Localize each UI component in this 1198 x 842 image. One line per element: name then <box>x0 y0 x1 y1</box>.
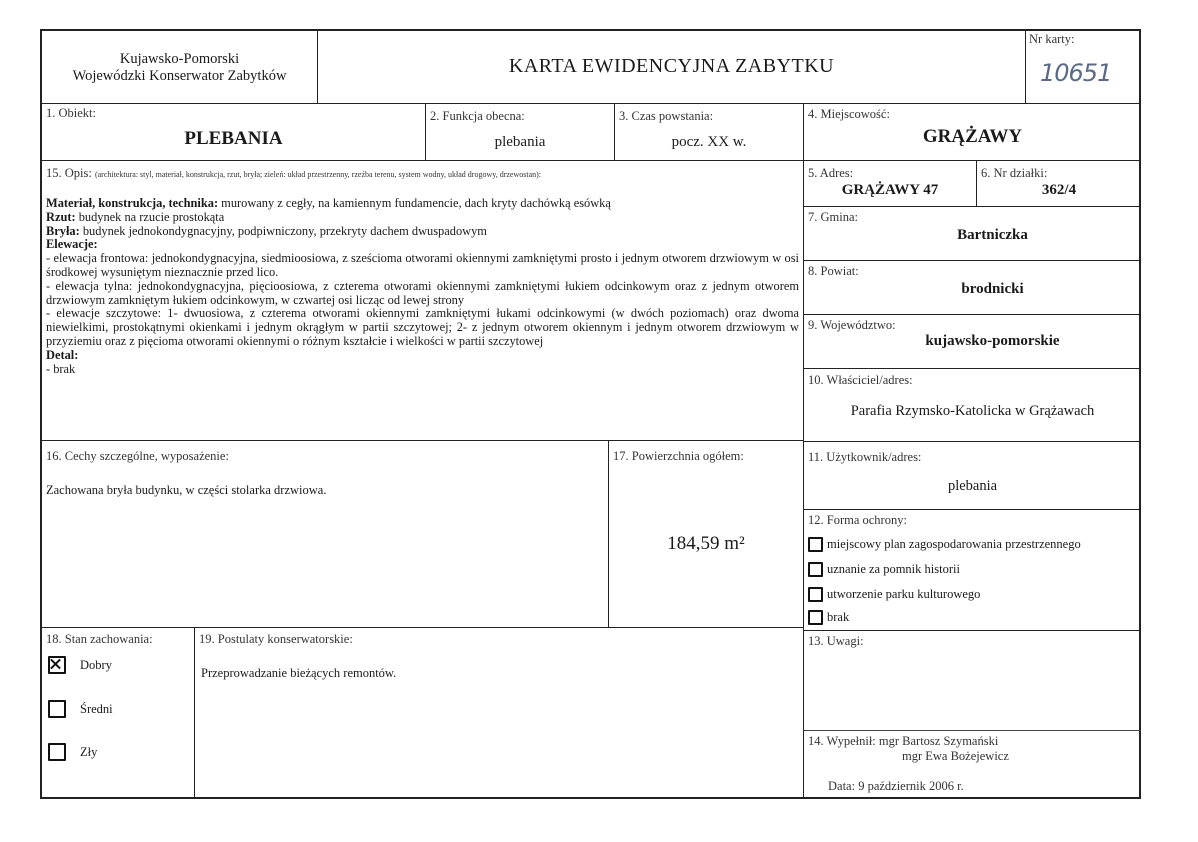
object-value: PLEBANIA <box>184 128 283 149</box>
object-cell <box>42 104 426 161</box>
option-label: miejscowy plan zagospodarowania przestrzennego <box>827 536 1081 551</box>
option-label: Dobry <box>80 657 112 672</box>
user-value: plebania <box>947 478 998 494</box>
condition-option-good[interactable] <box>48 656 112 674</box>
area-label: 17. Powierzchnia ogółem: <box>613 449 744 463</box>
card-number-label: Nr karty: <box>1029 32 1075 46</box>
commune-value: Bartniczka <box>957 227 1028 243</box>
locality-label: 4. Miejscowość: <box>808 107 890 121</box>
elevations-title: Elewacje: <box>46 237 98 252</box>
checkbox-good[interactable] <box>48 656 66 674</box>
function-label: 2. Funkcja obecna: <box>430 109 525 123</box>
county-value: brodnicki <box>961 281 1024 297</box>
address-value: GRĄŻAWY 47 <box>841 182 939 198</box>
description-body <box>46 197 799 376</box>
protection-option-none[interactable] <box>808 609 849 625</box>
postulates-value: Przeprowadzanie bieżących remontów. <box>201 666 397 680</box>
material-line <box>46 197 799 211</box>
card-number-cell <box>1026 31 1141 104</box>
notes-cell <box>804 631 1141 731</box>
postulates-label: 19. Postulaty konserwatorskie: <box>199 632 353 646</box>
checkbox-none[interactable] <box>808 610 823 625</box>
features-cell <box>42 441 609 628</box>
area-cell <box>609 441 804 628</box>
plot-label: 6. Nr działki: <box>981 166 1048 180</box>
protection-option-local-plan[interactable] <box>808 536 1081 552</box>
voivodeship-cell <box>804 315 1141 369</box>
protection-cell <box>804 510 1141 631</box>
protection-option-monument[interactable] <box>808 561 960 577</box>
plot-value: 362/4 <box>1041 182 1077 198</box>
plot-cell <box>977 161 1141 207</box>
page-title: KARTA EWIDENCYJNA ZABYTKU <box>508 55 835 77</box>
protection-label: 12. Forma ochrony: <box>808 513 907 527</box>
checkbox-local-plan[interactable] <box>808 537 823 552</box>
material-title: Materiał, konstrukcja, technika: <box>46 196 219 210</box>
user-cell <box>804 442 1141 510</box>
description-label: 15. Opis: <box>46 166 92 180</box>
condition-option-bad[interactable] <box>48 743 97 761</box>
description-header <box>46 166 541 181</box>
filled-by-label: 14. Wypełnił: mgr Bartosz Szymański <box>808 734 999 748</box>
postulates-cell <box>195 628 804 799</box>
condition-cell <box>42 628 195 799</box>
institution-line2: Wojewódzki Konserwator Zabytków <box>72 68 287 84</box>
time-cell <box>615 104 804 161</box>
description-cell <box>42 161 804 441</box>
area-value: 184,59 m² <box>667 533 745 554</box>
institution-cell <box>42 31 318 104</box>
time-value: pocz. XX w. <box>671 134 747 150</box>
institution-line1: Kujawsko-Pomorski <box>119 51 240 67</box>
card-number-value: 10651 <box>1040 59 1112 87</box>
elevation-back: - elewacja tylna: jednokondygnacyjna, pięcioosiowa, z czterema otworami okiennymi zamkniętymi łukiem odcinkowym oraz z jednym otworem drzwiowym zamkniętym łukiem odcinkowym, w czwartej osi licząc od lewej strony <box>46 278 799 307</box>
option-label: uznanie za pomnik historii <box>827 561 960 576</box>
option-label: Średni <box>80 701 113 716</box>
elevation-front: - elewacja frontowa: jednokondygnacyjna, siedmioosiowa, z sześcioma otworami okiennymi zamkniętymi prosto i jednym otworem drzwiowym w osi środkowej wysuniętym nieznacznie przed lico. <box>46 251 799 279</box>
owner-label: 10. Właściciel/adres: <box>808 373 913 387</box>
plan-text: budynek na rzucie prostokąta <box>75 209 225 224</box>
mass-title: Bryła: <box>46 223 80 238</box>
material-text: murowany z cegły, na kamiennym fundamencie, dach kryty dachówką esówką <box>218 196 611 210</box>
checkbox-bad[interactable] <box>48 743 66 761</box>
checkbox-park[interactable] <box>808 587 823 602</box>
elevation-side: - elewacje szczytowe: 1- dwuosiowa, z czterema otworami okiennymi zamkniętymi łukami odcinkowymi (w dwóch poziomach) oraz dwoma niewielkimi, prostokątnymi okienkami i jednym okrągłym w partii szczytowej; 2- z jednym otworem okiennym i jednym otworem drzwiowym w przyziemiu oraz z pięcioma otworami okiennymi o różnym kształcie i wielkości w partii szczytowej <box>46 306 799 348</box>
title-cell <box>318 31 1026 104</box>
checkbox-medium[interactable] <box>48 700 66 718</box>
features-value: Zachowana bryła budynku, w części stolarka drzwiowa. <box>46 483 327 497</box>
checkbox-monument[interactable] <box>808 562 823 577</box>
object-label: 1. Obiekt: <box>46 106 96 120</box>
option-label: brak <box>827 609 850 624</box>
plan-line <box>46 211 799 225</box>
function-cell <box>426 104 615 161</box>
owner-value: Parafia Rzymsko-Katolicka w Grążawach <box>850 403 1095 419</box>
filled-by-cell <box>804 731 1141 799</box>
detail-text: - brak <box>46 361 76 376</box>
protection-option-park[interactable] <box>808 586 980 602</box>
county-label: 8. Powiat: <box>808 264 859 278</box>
commune-cell <box>804 207 1141 261</box>
mass-text: budynek jednokondygnacyjny, podpiwniczony, przekryty dachem dwuspadowym <box>79 223 487 238</box>
mass-line <box>46 225 799 239</box>
function-value: plebania <box>494 134 546 150</box>
detail-title: Detal: <box>46 347 79 362</box>
plan-title: Rzut: <box>46 209 76 224</box>
voivodeship-label: 9. Województwo: <box>808 318 896 332</box>
locality-value: GRĄŻAWY <box>922 126 1023 147</box>
condition-label: 18. Stan zachowania: <box>46 632 153 646</box>
locality-cell <box>804 104 1141 161</box>
address-label: 5. Adres: <box>808 166 854 180</box>
commune-label: 7. Gmina: <box>808 210 858 224</box>
user-label: 11. Użytkownik/adres: <box>808 450 922 464</box>
condition-option-medium[interactable] <box>48 700 113 718</box>
option-label: utworzenie parku kulturowego <box>827 586 981 601</box>
voivodeship-value: kujawsko-pomorskie <box>925 333 1060 349</box>
option-label: Zły <box>80 744 98 759</box>
owner-cell <box>804 369 1141 442</box>
features-label: 16. Cechy szczególne, wyposażenie: <box>46 449 229 463</box>
filled-by-name2: mgr Ewa Bożejewicz <box>902 749 1009 763</box>
record-card <box>40 29 1141 799</box>
time-label: 3. Czas powstania: <box>619 109 714 123</box>
description-hint: (architektura: styl, materiał, konstrukcja, rzut, bryła; zieleń: układ przestrzenny, rzeźba terenu, system wodny, układ drogowy, drzewostan): <box>94 170 542 179</box>
filled-date: Data: 9 październik 2006 r. <box>828 779 964 793</box>
filled-by-name1: mgr Bartosz Szymański <box>878 734 999 748</box>
notes-label: 13. Uwagi: <box>808 634 864 648</box>
address-cell <box>804 161 977 207</box>
county-cell <box>804 261 1141 315</box>
